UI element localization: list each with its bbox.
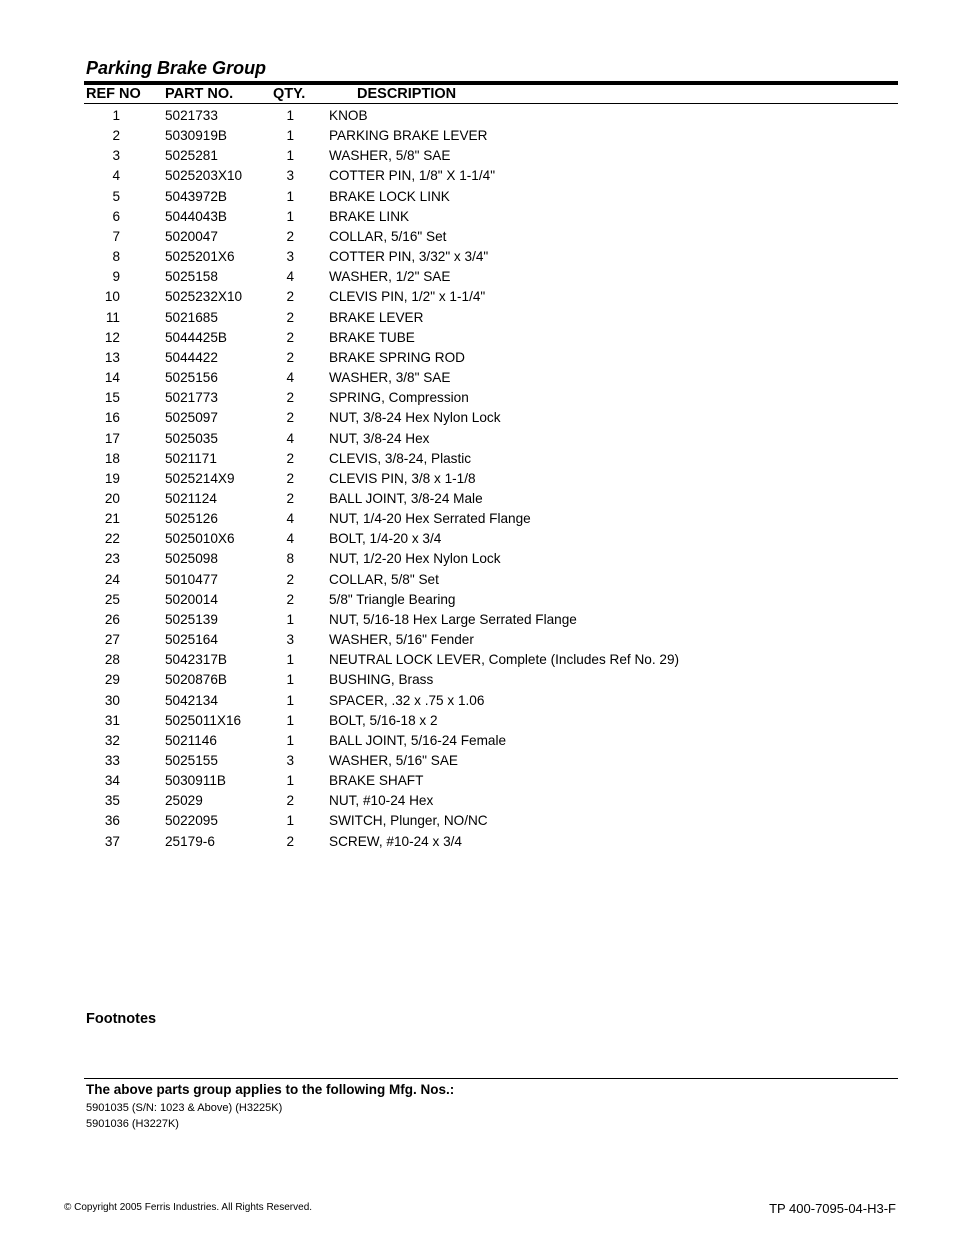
qty-cell: 1	[286, 672, 294, 688]
qty-cell: 4	[286, 531, 294, 547]
table-row	[0, 247, 954, 267]
description-cell: PARKING BRAKE LEVER	[329, 128, 488, 144]
qty-cell: 2	[286, 450, 294, 466]
qty-cell: 2	[286, 470, 294, 486]
header-description: DESCRIPTION	[357, 86, 457, 102]
ref-no-cell: 13	[104, 349, 120, 365]
part-no-cell: 5021146	[165, 732, 217, 748]
description-cell: NUT, 3/8-24 Hex	[329, 430, 430, 446]
part-no-cell: 5025035	[165, 430, 218, 446]
description-cell: NUT, 3/8-24 Hex Nylon Lock	[329, 410, 501, 426]
description-cell: CLEVIS, 3/8-24, Plastic	[329, 450, 472, 466]
part-no-cell: 5025232X10	[165, 289, 243, 305]
description-cell: BRAKE TUBE	[329, 329, 415, 345]
description-cell: WASHER, 5/16" SAE	[329, 753, 458, 768]
qty-cell: 2	[286, 390, 294, 406]
description-cell: COLLAR, 5/16" Set	[329, 228, 447, 244]
qty-cell: 3	[286, 632, 294, 648]
table-row	[0, 287, 954, 307]
table-row	[0, 610, 954, 630]
part-no-cell: 5021685	[165, 309, 218, 325]
table-row	[0, 630, 954, 650]
ref-no-cell: 14	[104, 370, 120, 386]
qty-cell: 2	[286, 410, 294, 426]
table-row	[0, 106, 954, 126]
ref-no-cell: 20	[104, 490, 120, 506]
qty-cell: 2	[286, 793, 294, 809]
qty-cell: 1	[286, 652, 294, 668]
description-cell: BOLT, 1/4-20 x 3/4	[329, 531, 442, 547]
qty-cell: 2	[286, 309, 294, 325]
qty-cell: 4	[286, 511, 294, 527]
part-no-cell: 5025203X10	[165, 168, 243, 184]
part-no-cell: 5025281	[165, 148, 218, 164]
ref-no-cell: 33	[104, 753, 120, 768]
table-row	[0, 650, 954, 670]
mfg-heading: The above parts group applies to the following Mfg. Nos.:	[86, 1082, 455, 1097]
qty-cell: 2	[286, 833, 294, 849]
mfg-number: 5901036 (H3227K)	[86, 1118, 179, 1130]
description-cell: SPRING, Compression	[329, 390, 469, 406]
part-no-cell: 5022095	[165, 813, 218, 829]
table-row	[0, 590, 954, 610]
parts-table	[0, 106, 954, 852]
description-cell: COTTER PIN, 3/32" x 3/4"	[329, 249, 489, 265]
qty-cell: 1	[286, 148, 294, 164]
part-no-cell: 5025139	[165, 611, 218, 627]
page-title: Parking Brake Group	[86, 58, 267, 78]
title-divider	[84, 81, 898, 85]
description-cell: SWITCH, Plunger, NO/NC	[329, 813, 488, 829]
table-row	[0, 489, 954, 509]
description-cell: BRAKE SHAFT	[329, 773, 424, 789]
description-cell: COLLAR, 5/8" Set	[329, 571, 439, 587]
table-row	[0, 328, 954, 348]
table-row	[0, 529, 954, 549]
description-cell: WASHER, 3/8" SAE	[329, 370, 451, 386]
qty-cell: 4	[286, 370, 294, 386]
part-no-cell: 5042317B	[165, 652, 227, 668]
ref-no-cell: 17	[104, 430, 120, 446]
qty-cell: 2	[286, 591, 294, 607]
part-no-cell: 5042134	[165, 692, 218, 708]
table-row	[0, 691, 954, 711]
description-cell: BRAKE LOCK LINK	[329, 188, 450, 204]
table-row	[0, 711, 954, 731]
description-cell: WASHER, 1/2" SAE	[329, 269, 451, 285]
table-row	[0, 227, 954, 247]
ref-no-cell: 22	[104, 531, 120, 547]
ref-no-cell: 3	[112, 148, 120, 164]
description-cell: BOLT, 5/16-18 x 2	[329, 712, 438, 728]
description-cell: BRAKE LINK	[329, 208, 410, 224]
description-cell: BUSHING, Brass	[329, 672, 434, 688]
qty-cell: 2	[286, 329, 294, 345]
qty-cell: 3	[286, 249, 294, 265]
part-no-cell: 5020047	[165, 228, 218, 244]
ref-no-cell: 10	[104, 289, 120, 305]
ref-no-cell: 4	[112, 168, 120, 184]
table-row	[0, 751, 954, 771]
part-no-cell: 5010477	[165, 571, 218, 587]
qty-cell: 1	[286, 732, 294, 748]
description-cell: BRAKE SPRING ROD	[329, 349, 465, 365]
qty-cell: 2	[286, 490, 294, 506]
part-no-cell: 5020876B	[165, 672, 227, 688]
description-cell: NEUTRAL LOCK LEVER, Complete (Includes Ref No. 29)	[329, 652, 680, 668]
qty-cell: 1	[286, 712, 294, 728]
qty-cell: 2	[286, 349, 294, 365]
mfg-number: 5901035 (S/N: 1023 & Above) (H3225K)	[86, 1102, 283, 1114]
ref-no-cell: 21	[104, 511, 120, 527]
part-no-cell: 5030919B	[165, 128, 227, 144]
ref-no-cell: 37	[104, 833, 120, 849]
part-no-cell: 5044422	[165, 349, 218, 365]
ref-no-cell: 19	[104, 470, 120, 486]
part-no-cell: 5025201X6	[165, 249, 235, 265]
table-row	[0, 832, 954, 852]
description-cell: BALL JOINT, 5/16-24 Female	[329, 732, 507, 748]
part-no-cell: 5025010X6	[165, 531, 235, 547]
table-row	[0, 348, 954, 368]
ref-no-cell: 6	[112, 208, 120, 224]
qty-cell: 8	[286, 551, 294, 567]
table-row	[0, 791, 954, 811]
part-no-cell: 5020014	[165, 591, 218, 607]
qty-cell: 1	[286, 773, 294, 789]
ref-no-cell: 26	[104, 611, 120, 627]
ref-no-cell: 28	[104, 652, 120, 668]
qty-cell: 1	[286, 188, 294, 204]
qty-cell: 2	[286, 571, 294, 587]
ref-no-cell: 11	[105, 309, 120, 325]
table-row	[0, 429, 954, 449]
table-row	[0, 126, 954, 146]
ref-no-cell: 2	[112, 128, 120, 144]
table-row	[0, 368, 954, 388]
table-row	[0, 408, 954, 428]
qty-cell: 4	[286, 430, 294, 446]
table-row	[0, 771, 954, 791]
header-ref-no: REF NO	[86, 86, 141, 102]
part-no-cell: 5021124	[165, 490, 217, 506]
qty-cell: 1	[286, 128, 294, 144]
ref-no-cell: 36	[104, 813, 120, 829]
description-cell: NUT, 1/2-20 Hex Nylon Lock	[329, 551, 501, 567]
copyright-notice: © Copyright 2005 Ferris Industries. All Rights Reserved.	[64, 1202, 313, 1213]
part-no-cell: 5025158	[165, 269, 218, 285]
description-cell: 5/8" Triangle Bearing	[329, 591, 456, 607]
qty-cell: 2	[286, 289, 294, 305]
description-cell: CLEVIS PIN, 3/8 x 1-1/8	[329, 470, 476, 486]
ref-no-cell: 8	[112, 249, 120, 265]
part-no-cell: 5021773	[165, 390, 218, 406]
ref-no-cell: 24	[104, 571, 120, 587]
part-no-cell: 5025126	[165, 511, 218, 527]
ref-no-cell: 31	[104, 712, 120, 728]
part-no-cell: 5043972B	[165, 188, 227, 204]
ref-no-cell: 23	[104, 551, 120, 567]
table-row	[0, 670, 954, 690]
qty-cell: 3	[286, 753, 294, 768]
table-row	[0, 187, 954, 207]
table-row	[0, 570, 954, 590]
part-no-cell: 5025011X16	[165, 712, 242, 728]
ref-no-cell: 12	[104, 329, 120, 345]
part-no-cell: 5025164	[165, 632, 218, 648]
description-cell: COTTER PIN, 1/8" X 1-1/4"	[329, 168, 496, 184]
ref-no-cell: 18	[104, 450, 120, 466]
ref-no-cell: 25	[104, 591, 120, 607]
header-divider	[84, 103, 898, 104]
ref-no-cell: 34	[104, 773, 120, 789]
table-row	[0, 811, 954, 831]
description-cell: NUT, #10-24 Hex	[329, 793, 434, 809]
ref-no-cell: 16	[104, 410, 120, 426]
description-cell: CLEVIS PIN, 1/2" x 1-1/4"	[329, 289, 486, 305]
part-no-cell: 5021171	[165, 450, 217, 466]
description-cell: NUT, 1/4-20 Hex Serrated Flange	[329, 511, 531, 527]
ref-no-cell: 29	[104, 672, 120, 688]
part-no-cell: 5025214X9	[165, 470, 235, 486]
part-no-cell: 25029	[165, 793, 203, 809]
table-row	[0, 388, 954, 408]
mfg-divider	[84, 1078, 898, 1079]
description-cell: BALL JOINT, 3/8-24 Male	[329, 490, 483, 506]
description-cell: WASHER, 5/16" Fender	[329, 632, 474, 648]
qty-cell: 1	[286, 813, 294, 829]
ref-no-cell: 30	[104, 692, 120, 708]
part-no-cell: 5030911B	[165, 773, 226, 789]
description-cell: BRAKE LEVER	[329, 309, 424, 325]
part-no-cell: 5025097	[165, 410, 218, 426]
ref-no-cell: 9	[112, 269, 120, 285]
ref-no-cell: 35	[104, 793, 120, 809]
qty-cell: 1	[286, 692, 294, 708]
ref-no-cell: 27	[104, 632, 120, 648]
qty-cell: 4	[286, 269, 294, 285]
table-row	[0, 166, 954, 186]
ref-no-cell: 5	[112, 188, 120, 204]
header-qty: QTY.	[273, 86, 306, 102]
qty-cell: 1	[286, 208, 294, 224]
part-no-cell: 5025098	[165, 551, 218, 567]
part-no-cell: 5025155	[165, 753, 218, 768]
header-part-no: PART NO.	[165, 86, 234, 102]
table-row	[0, 146, 954, 166]
document-id: TP 400-7095-04-H3-F	[769, 1201, 896, 1216]
ref-no-cell: 32	[104, 732, 120, 748]
table-row	[0, 449, 954, 469]
qty-cell: 3	[286, 168, 294, 184]
qty-cell: 2	[286, 228, 294, 244]
part-no-cell: 25179-6	[165, 833, 215, 849]
part-no-cell: 5044043B	[165, 208, 227, 224]
footnotes-heading: Footnotes	[86, 1011, 157, 1027]
description-cell: SPACER, .32 x .75 x 1.06	[329, 692, 485, 708]
description-cell: KNOB	[329, 108, 368, 123]
ref-no-cell: 7	[112, 228, 120, 244]
qty-cell: 1	[286, 611, 294, 627]
description-cell: WASHER, 5/8" SAE	[329, 148, 451, 164]
part-no-cell: 5025156	[165, 370, 218, 386]
description-cell: SCREW, #10-24 x 3/4	[329, 833, 462, 849]
table-row	[0, 469, 954, 489]
qty-cell: 1	[286, 108, 294, 123]
part-no-cell: 5044425B	[165, 329, 227, 345]
part-no-cell: 5021733	[165, 108, 218, 123]
table-row	[0, 207, 954, 227]
ref-no-cell: 1	[112, 108, 120, 123]
description-cell: NUT, 5/16-18 Hex Large Serrated Flange	[329, 611, 577, 627]
table-header	[0, 86, 954, 104]
table-row	[0, 509, 954, 529]
table-row	[0, 549, 954, 569]
table-row	[0, 731, 954, 751]
table-row	[0, 308, 954, 328]
ref-no-cell: 15	[104, 390, 120, 406]
table-row	[0, 267, 954, 287]
mfg-list	[86, 1100, 282, 1132]
